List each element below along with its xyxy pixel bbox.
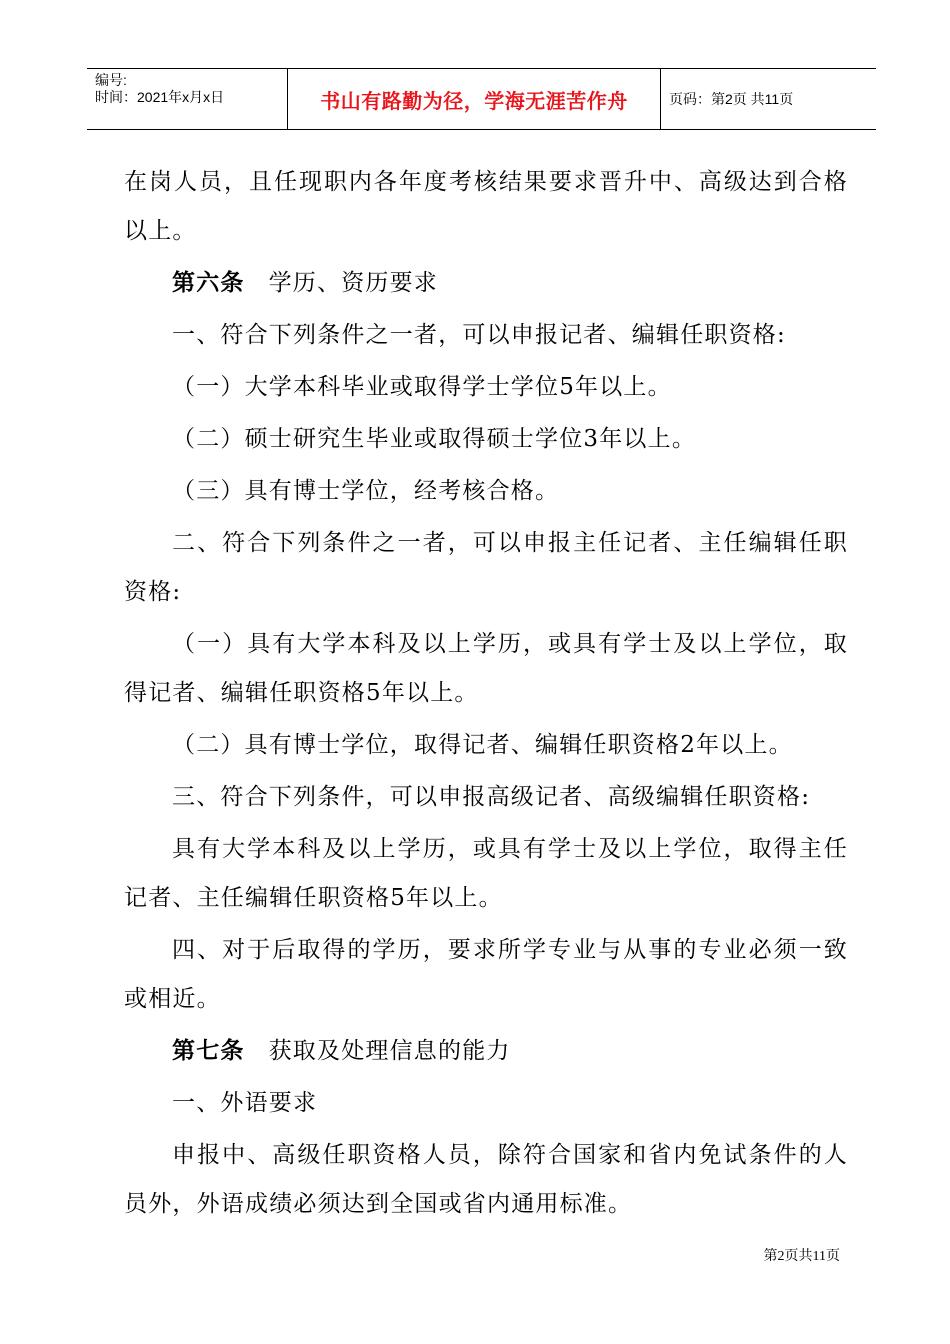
header-motto: 书山有路勤为径，学海无涯苦作舟 xyxy=(288,69,661,129)
paragraph-text: （三）具有博士学位，经考核合格。 xyxy=(172,478,560,504)
header-page-number: 页码：第2页 共11页 xyxy=(669,91,794,107)
page-header xyxy=(87,68,876,130)
paragraph-text: （二）具有博士学位，取得记者、编辑任职资格2年以上。 xyxy=(172,732,793,758)
paragraph-text: 具有大学本科及以上学历，或具有学士及以上学位，取得主任记者、主任编辑任职资格5年以上。 xyxy=(124,836,848,911)
paragraph xyxy=(124,825,848,923)
article-number: 第六条 xyxy=(172,270,245,296)
article-title: 学历、资历要求 xyxy=(268,270,439,296)
paragraph-text: 三、符合下列条件，可以申报高级记者、高级编辑任职资格: xyxy=(172,784,811,810)
article-heading-6 xyxy=(124,259,848,308)
document-body xyxy=(124,158,848,1232)
paragraph-text: 二、符合下列条件之一者，可以申报主任记者、主任编辑任职资格: xyxy=(124,530,848,605)
paragraph xyxy=(124,721,848,770)
paragraph-text: 申报中、高级任职资格人员，除符合国家和省内免试条件的人员外，外语成绩必须达到全国或省内通用标准。 xyxy=(124,1142,848,1217)
paragraph-text: 一、符合下列条件之一者，可以申报记者、编辑任职资格: xyxy=(172,322,786,348)
paragraph xyxy=(124,519,848,617)
paragraph xyxy=(124,1131,848,1229)
article-heading-7 xyxy=(124,1027,848,1076)
number-label: 编号: xyxy=(95,72,127,88)
paragraph xyxy=(124,1079,848,1128)
paragraph xyxy=(124,467,848,516)
paragraph-text: （一）大学本科毕业或取得学士学位5年以上。 xyxy=(172,374,672,400)
paragraph xyxy=(124,620,848,718)
paragraph xyxy=(124,311,848,360)
header-meta xyxy=(87,69,288,129)
paragraph xyxy=(124,773,848,822)
page-footer: 第2页共11页 xyxy=(763,1249,840,1264)
article-number: 第七条 xyxy=(172,1038,245,1064)
paragraph xyxy=(124,158,848,256)
paragraph-text: （一）具有大学本科及以上学历，或具有学士及以上学位，取得记者、编辑任职资格5年以上。 xyxy=(124,631,848,706)
article-title: 获取及处理信息的能力 xyxy=(268,1038,511,1064)
paragraph-text: （二）硕士研究生毕业或取得硕士学位3年以上。 xyxy=(172,426,697,452)
paragraph-text: 在岗人员，且任现职内各年度考核结果要求晋升中、高级达到合格以上。 xyxy=(124,169,848,244)
paragraph-text: 一、外语要求 xyxy=(172,1090,318,1116)
paragraph-text: 四、对于后取得的学历，要求所学专业与从事的专业必须一致或相近。 xyxy=(124,937,848,1012)
paragraph xyxy=(124,415,848,464)
time-label: 时间：2021年x月x日 xyxy=(95,89,225,105)
paragraph xyxy=(124,363,848,412)
paragraph xyxy=(124,926,848,1024)
